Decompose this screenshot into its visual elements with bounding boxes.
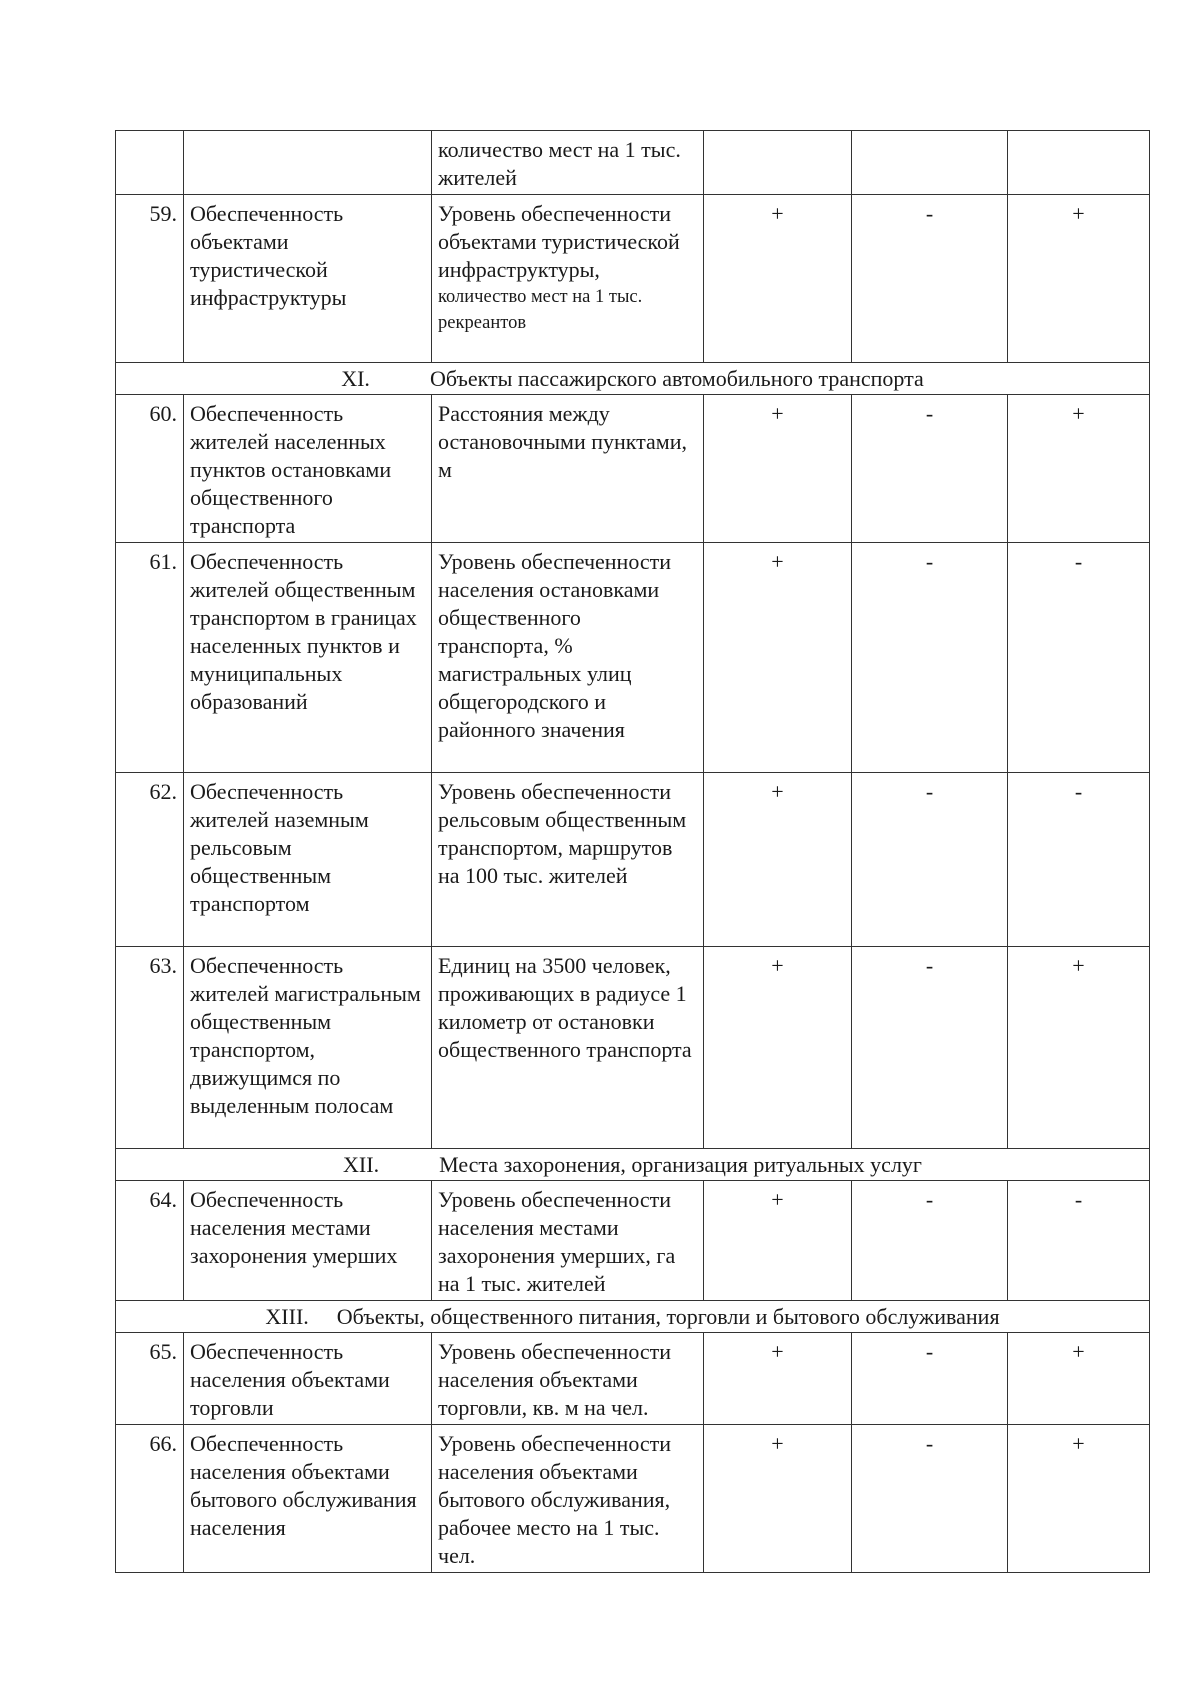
mark-c: + <box>1008 1333 1150 1425</box>
row-number: 63. <box>116 947 184 1149</box>
row-number: 66. <box>116 1425 184 1573</box>
cell-name <box>184 131 432 195</box>
indicator-measure <box>432 195 704 363</box>
row-number: 62. <box>116 773 184 947</box>
mark-b: - <box>852 1333 1008 1425</box>
table-row-continuation <box>116 131 1150 195</box>
table-row <box>116 947 1150 1149</box>
table-row <box>116 1425 1150 1573</box>
indicator-measure: Уровень обеспеченности населения объектами торговли, кв. м на чел. <box>432 1333 704 1425</box>
section-title: Объекты пассажирского автомобильного транспорта <box>429 366 924 391</box>
cell-mark-c <box>1008 131 1150 195</box>
cell-num <box>116 131 184 195</box>
section-cell <box>116 363 1150 395</box>
cell-mark-a <box>704 131 852 195</box>
mark-a: + <box>704 195 852 363</box>
section-cell <box>116 1149 1150 1181</box>
indicator-measure: Уровень обеспеченности населения местами захоронения умерших, га на 1 тыс. жителей <box>432 1181 704 1301</box>
cell-measure: количество мест на 1 тыс. жителей <box>432 131 704 195</box>
mark-a: + <box>704 947 852 1149</box>
indicator-name: Обеспеченность жителей общественным транспортом в границах населенных пунктов и муниципальных образований <box>184 543 432 773</box>
row-number: 59. <box>116 195 184 363</box>
indicator-name: Обеспеченность жителей магистральным общественным транспортом, движущимся по выделенным полосам <box>184 947 432 1149</box>
row-number: 64. <box>116 1181 184 1301</box>
row-number: 65. <box>116 1333 184 1425</box>
indicator-measure: Расстояния между остановочными пунктами, м <box>432 395 704 543</box>
mark-c: + <box>1008 947 1150 1149</box>
mark-c: - <box>1008 543 1150 773</box>
mark-a: + <box>704 543 852 773</box>
mark-b: - <box>852 1425 1008 1573</box>
mark-c: - <box>1008 773 1150 947</box>
measure-small-text: количество мест на 1 тыс. рекреантов <box>438 287 643 333</box>
indicator-measure: Уровень обеспеченности населения объектами бытового обслуживания, рабочее место на 1 тыс. чел. <box>432 1425 704 1573</box>
indicator-measure: Уровень обеспеченности населения остановками общественного транспорта, % магистральных улиц общегородского и районного значения <box>432 543 704 773</box>
indicator-name: Обеспеченность населения местами захоронения умерших <box>184 1181 432 1301</box>
indicator-name: Обеспеченность населения объектами торговли <box>184 1333 432 1425</box>
mark-c: + <box>1008 1425 1150 1573</box>
mark-b: - <box>852 947 1008 1149</box>
indicator-name: Обеспеченность объектами туристической инфраструктуры <box>184 195 432 363</box>
indicator-measure: Единиц на 3500 человек, проживающих в радиусе 1 километр от остановки общественного транспорта <box>432 947 704 1149</box>
mark-c: + <box>1008 195 1150 363</box>
mark-b: - <box>852 543 1008 773</box>
table-row <box>116 195 1150 363</box>
cell-mark-b <box>852 131 1008 195</box>
indicator-measure: Уровень обеспеченности рельсовым общественным транспортом, маршрутов на 100 тыс. жителей <box>432 773 704 947</box>
section-header <box>116 363 1150 395</box>
mark-b: - <box>852 195 1008 363</box>
indicator-name: Обеспеченность жителей наземным рельсовым общественным транспортом <box>184 773 432 947</box>
mark-b: - <box>852 1181 1008 1301</box>
table-row <box>116 773 1150 947</box>
indicators-table <box>115 130 1150 1573</box>
section-number: XIII. <box>265 1304 309 1329</box>
section-title: Объекты, общественного питания, торговли и бытового обслуживания <box>336 1304 1000 1329</box>
indicator-name: Обеспеченность жителей населенных пунктов остановками общественного транспорта <box>184 395 432 543</box>
measure-main-text: Уровень обеспеченности объектами туристической инфраструктуры, <box>438 201 680 282</box>
mark-b: - <box>852 395 1008 543</box>
table-row <box>116 543 1150 773</box>
row-number: 60. <box>116 395 184 543</box>
table-row <box>116 1181 1150 1301</box>
section-number: XI. <box>341 366 370 391</box>
table-row <box>116 395 1150 543</box>
section-header <box>116 1301 1150 1333</box>
mark-c: - <box>1008 1181 1150 1301</box>
mark-b: - <box>852 773 1008 947</box>
mark-a: + <box>704 395 852 543</box>
section-number: XII. <box>343 1152 380 1177</box>
mark-a: + <box>704 773 852 947</box>
row-number: 61. <box>116 543 184 773</box>
mark-a: + <box>704 1181 852 1301</box>
mark-a: + <box>704 1425 852 1573</box>
mark-a: + <box>704 1333 852 1425</box>
section-header <box>116 1149 1150 1181</box>
table-row <box>116 1333 1150 1425</box>
mark-c: + <box>1008 395 1150 543</box>
section-title: Места захоронения, организация ритуальных услуг <box>439 1152 922 1177</box>
section-cell <box>116 1301 1150 1333</box>
indicator-name: Обеспеченность населения объектами бытового обслуживания населения <box>184 1425 432 1573</box>
